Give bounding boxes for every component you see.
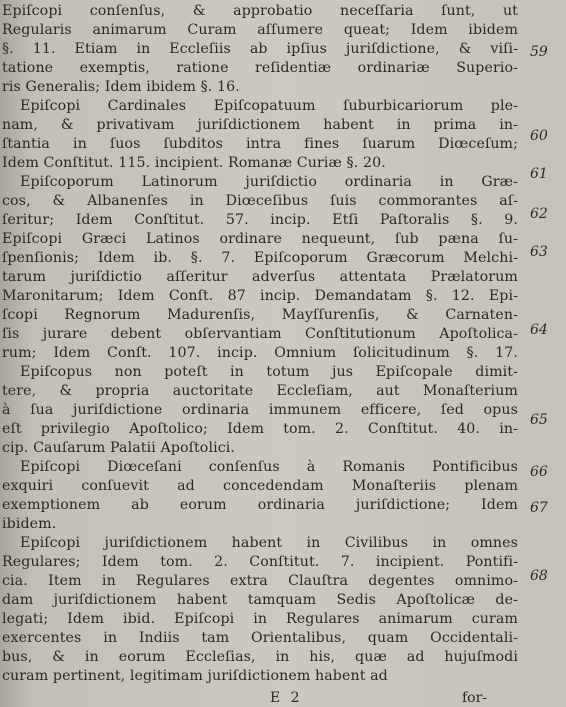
text-line: exercentes in Indiis tam Orientalibus, quam Occidentali- [2, 630, 518, 646]
text-line: Regularis animarum Curam aſſumere queat; Idem ibidem [2, 22, 518, 38]
text-line: tatione exemptis, ratione reſidentiæ ordinariæ Superio- [2, 60, 518, 76]
text-line: dam juriſdictionem habent tamquam Sedis Apoſtolicæ de- [2, 592, 518, 608]
text-line: exemptionem ab eorum ordinaria juriſdictione; Idem [2, 497, 518, 513]
text-line: ſeritur; Idem Conſtitut. 57. incip. Etſi Paſtoralis §. 9. [2, 212, 518, 228]
text-line: tarum juriſdictio aſſeritur adverſus attentata Prælatorum [2, 269, 518, 285]
margin-number: 63 [530, 244, 548, 260]
text-line: à ſua juriſdictione ordinaria immunem efficere, ſed opus [2, 402, 518, 418]
margin-number: 67 [530, 500, 548, 516]
margin-number: 61 [530, 166, 548, 182]
margin-number: 62 [530, 206, 548, 222]
text-line: Epiſcoporum Latinorum juriſdictio ordinaria in Græ- [20, 174, 518, 190]
margin-number: 68 [530, 568, 548, 584]
text-line: Epiſcopus non poteſt in totum jus Epiſcopale dimit- [20, 364, 518, 380]
text-line: cos, & Albanenſes in Diœceſibus ſuis commorantes aſ- [2, 193, 518, 209]
text-line: cia. Item in Regulares extra Clauſtra degentes omnimo- [2, 573, 518, 589]
text-line: ſis jurare debent obſervantiam Conſtitutionum Apoſtolica- [2, 326, 518, 342]
text-line: Maronitarum; Idem Conſt. 87 incip. Demandatam §. 12. Epi- [2, 288, 518, 304]
text-line: exquiri conſuevit ad concedendam Monaſteriis plenam [2, 478, 518, 494]
text-line: cip. Cauſarum Palatii Apoſtolici. [2, 440, 236, 456]
text-line: Epiſcopi conſenſus, & approbatio neceſſaria ſunt, ut [2, 3, 518, 19]
text-line: nam, & privativam juriſdictionem habent in prima in- [2, 117, 518, 133]
text-line: bus, & in eorum Eccleſias, in his, quæ ad hujuſmodi [2, 649, 518, 665]
text-line: Regulares; Idem tom. 2. Conſtitut. 7. incipient. Pontifi- [2, 554, 518, 570]
text-line: curam pertinent, legitimam juriſdictionem habent ad [2, 668, 388, 684]
text-line: tere, & propria auctoritate Eccleſiam, aut Monaſterium [2, 383, 518, 399]
margin-number: 64 [530, 322, 548, 338]
text-line: ſcopi Regnorum Madurenſis, Mayſſurenſis, & Carnaten- [2, 307, 518, 323]
text-line: Epiſcopi juriſdictionem habent in Civilibus in omnes [20, 535, 518, 551]
text-line: ibidem. [2, 516, 57, 532]
margin-number: 60 [530, 128, 548, 144]
text-line: Epiſcopi Diœceſani conſenſus à Romanis Pontificibus [20, 459, 518, 475]
text-line: ris Generalis; Idem ibidem §. 16. [2, 79, 240, 95]
text-line: ſtantia in ſuos ſubditos intra fines ſuarum Diœceſum; [2, 136, 518, 152]
text-line: ſpenſionis; Idem ib. §. 7. Epiſcoporum Græcorum Melchi- [2, 250, 518, 266]
margin-number: 59 [530, 44, 548, 60]
margin-number: 65 [530, 412, 548, 428]
signature-mark: E 2 [270, 690, 303, 706]
text-line: Idem Conſtitut. 115. incipient. Romanæ Curiæ §. 20. [2, 155, 386, 171]
text-line: Epiſcopi Cardinales Epiſcopatuum ſuburbicariorum ple- [20, 98, 518, 114]
text-line: §. 11. Etiam in Eccleſiis ab ipſius juriſdictione, & viſi- [2, 41, 518, 57]
text-line: eſt privilegio Apoſtolico; Idem tom. 2. Conſtitut. 40. in- [2, 421, 518, 437]
text-line: Epiſcopi Græci Latinos ordinare nequeunt, ſub pæna ſu- [2, 231, 518, 247]
catchword: for- [462, 690, 488, 706]
text-line: legati; Idem ibid. Epiſcopi in Regulares animarum curam [2, 611, 518, 627]
margin-number: 66 [530, 464, 548, 480]
text-line: rum; Idem Conſt. 107. incip. Omnium ſolicitudinum §. 17. [2, 345, 518, 361]
